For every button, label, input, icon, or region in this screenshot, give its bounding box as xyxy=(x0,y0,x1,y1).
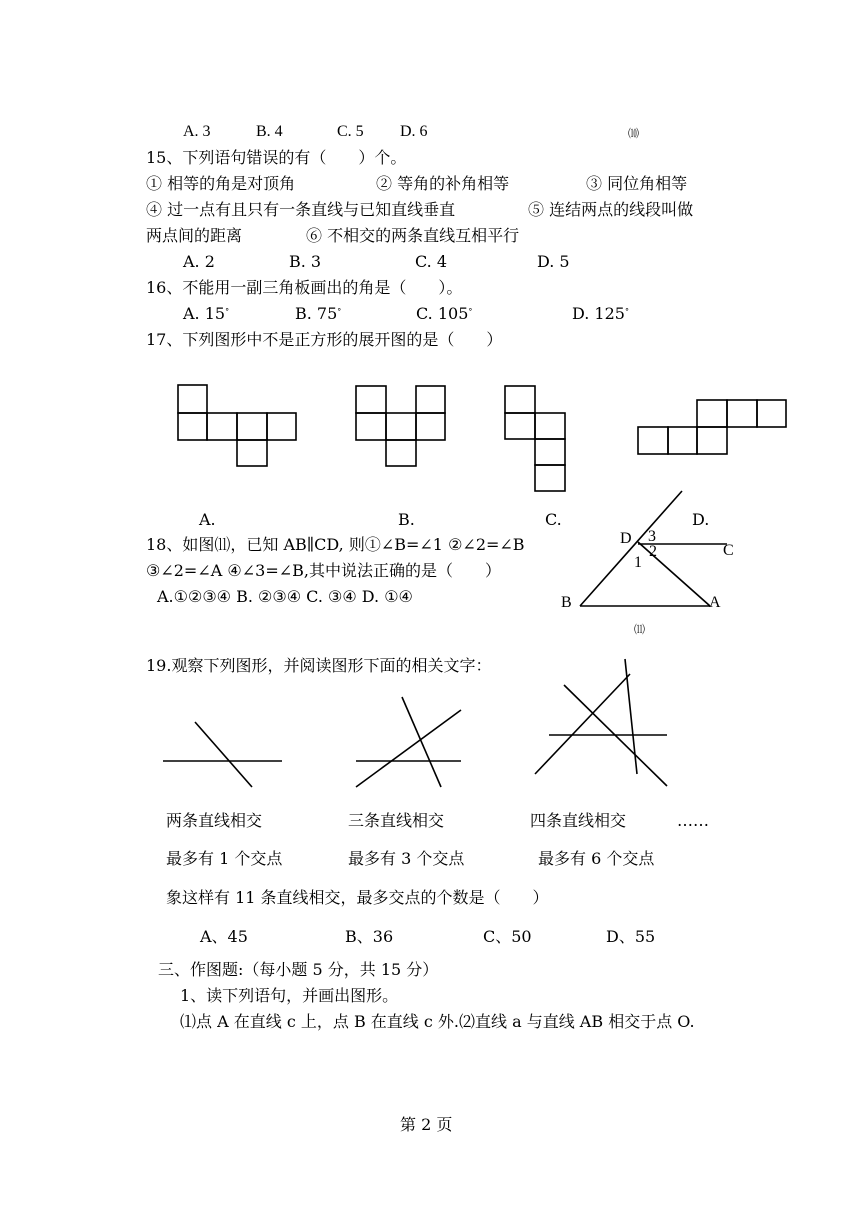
q18-line-2: ③∠2=∠A ④∠3=∠B,其中说法正确的是（ ） xyxy=(146,561,501,580)
q15-statement-1: ① 相等的角是对顶角 xyxy=(146,174,296,193)
q15-statement-2: ② 等角的补角相等 xyxy=(376,174,510,193)
q17-option-a: A. xyxy=(199,510,216,529)
figure-11-caption: ⑾ xyxy=(634,623,645,636)
q15-statement-6: ⑥ 不相交的两条直线互相平行 xyxy=(306,226,520,245)
q15-option-d: D. 5 xyxy=(537,252,570,271)
q19-ellipsis: …… xyxy=(677,811,709,830)
q14-option-c: C. 5 xyxy=(337,123,364,140)
q19-option-a: A、45 xyxy=(200,927,248,946)
q18-options: A.①②③④ B. ②③④ C. ③④ D. ①④ xyxy=(157,587,413,606)
point-c-label: C xyxy=(723,542,734,559)
q19-caption-3-points: 最多有 3 个交点 xyxy=(348,849,465,868)
point-d-label: D xyxy=(620,530,632,547)
q14-option-a: A. 3 xyxy=(183,123,211,140)
net-figure-d xyxy=(638,400,786,454)
q16-option-b: B. 75° xyxy=(295,304,342,323)
figure-11-parallel-lines xyxy=(561,491,734,611)
angle-1-label: 1 xyxy=(634,554,642,571)
net-figure-a xyxy=(178,385,296,466)
q14-option-b: B. 4 xyxy=(256,123,283,140)
q16-option-a: A. 15° xyxy=(183,304,230,323)
angle-3-label: 3 xyxy=(648,528,656,545)
q19-question: 象这样有 11 条直线相交，最多交点的个数是（ ） xyxy=(166,888,549,907)
q19-option-b: B、36 xyxy=(345,927,394,946)
q15-option-c: C. 4 xyxy=(415,252,448,271)
q17-option-d: D. xyxy=(692,510,710,529)
q17-option-b: B. xyxy=(398,510,415,529)
q15-stem: 15、下列语句错误的有（ ）个。 xyxy=(146,148,407,167)
q15-statement-4: ④ 过一点有且只有一条直线与已知直线垂直 xyxy=(146,200,456,219)
angle-2-label: 2 xyxy=(649,543,657,560)
q19-caption-6-points: 最多有 6 个交点 xyxy=(538,849,655,868)
q15-option-b: B. 3 xyxy=(289,252,322,271)
section-3-heading: 三、作图题:（每小题 5 分，共 15 分） xyxy=(158,960,439,979)
q19-stem: 19.观察下列图形，并阅读图形下面的相关文字： xyxy=(146,656,492,675)
point-a-label: A xyxy=(709,594,721,611)
figure-10-label: ⑽ xyxy=(628,127,639,140)
q18-line-1: 18、如图⑾，已知 AB∥CD, 则①∠B=∠1 ②∠2=∠B xyxy=(146,535,525,554)
q16-option-c: C. 105° xyxy=(416,304,473,323)
q15-option-a: A. 2 xyxy=(183,252,215,271)
four-intersecting-lines xyxy=(535,659,667,786)
net-figure-c xyxy=(505,386,565,491)
q17-option-c: C. xyxy=(545,510,562,529)
q16-stem: 16、不能用一副三角板画出的角是（ ）。 xyxy=(146,278,463,297)
q19-caption-4-lines: 四条直线相交 xyxy=(530,811,627,830)
q14-option-d: D. 6 xyxy=(400,123,428,140)
point-b-label: B xyxy=(561,594,572,611)
q19-caption-1-point: 最多有 1 个交点 xyxy=(166,849,283,868)
three-intersecting-lines xyxy=(356,697,461,787)
q15-statement-5: ⑤ 连结两点的线段叫做 xyxy=(528,200,694,219)
q15-statement-5-cont: 两点间的距离 xyxy=(146,226,243,245)
page-footer: 第 2 页 xyxy=(400,1115,453,1134)
q19-caption-2-lines: 两条直线相交 xyxy=(166,811,263,830)
q17-stem: 17、下列图形中不是正方形的展开图的是（ ） xyxy=(146,330,503,349)
net-figure-b xyxy=(356,386,445,466)
section-3-item-1: 1、读下列语句，并画出图形。 xyxy=(180,986,399,1005)
q19-option-c: C、50 xyxy=(483,927,532,946)
section-3-item-1-text: ⑴点 A 在直线 c 上，点 B 在直线 c 外.⑵直线 a 与直线 AB 相交于点 O. xyxy=(180,1012,695,1031)
q19-caption-3-lines: 三条直线相交 xyxy=(348,811,445,830)
q15-statement-3: ③ 同位角相等 xyxy=(586,174,688,193)
q19-option-d: D、55 xyxy=(606,927,656,946)
two-intersecting-lines xyxy=(163,722,282,787)
q16-option-d: D. 125° xyxy=(572,304,629,323)
